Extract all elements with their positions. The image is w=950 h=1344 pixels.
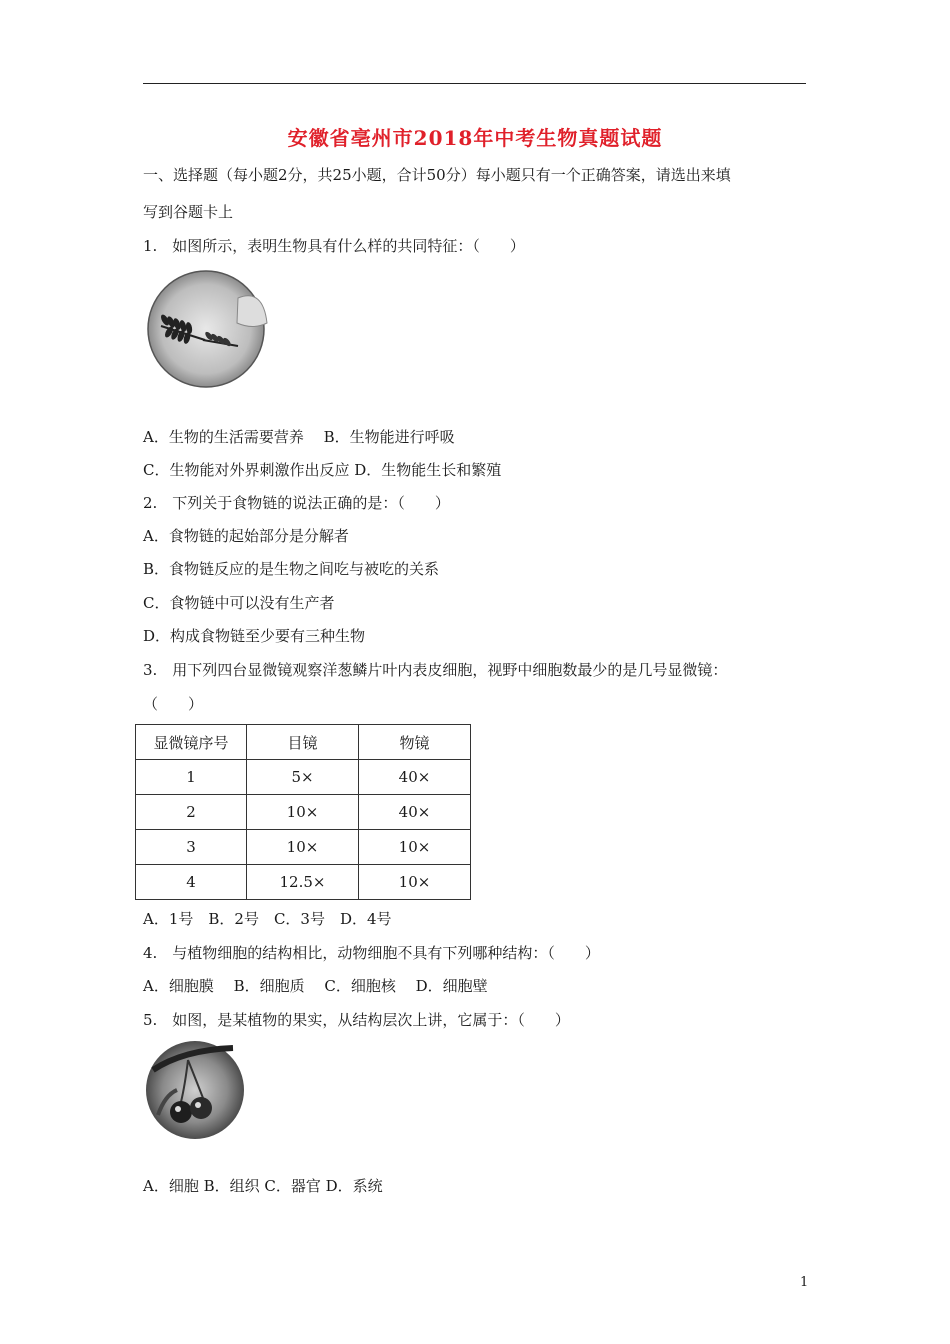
section-intro-line1: 一、选择题（每小题2分，共25小题，合计50分）每小题只有一个正确答案，请选出来填: [143, 166, 731, 184]
header-rule: [143, 83, 806, 84]
table-cell: 40×: [359, 795, 471, 830]
q2-stem: 2. 下列关于食物链的说法正确的是：（ ）: [143, 494, 450, 512]
q1-stem: 1. 如图所示，表明生物具有什么样的共同特征：（ ）: [143, 237, 525, 255]
table-header-row: [136, 725, 471, 760]
table-header-cell: 显微镜序号: [136, 725, 247, 760]
table-cell: 10×: [359, 830, 471, 865]
table-cell: 2: [136, 795, 247, 830]
table-cell: 4: [136, 865, 247, 900]
q5-stem: 5. 如图，是某植物的果实，从结构层次上讲，它属于：（ ）: [143, 1011, 570, 1029]
table-row: [136, 760, 471, 795]
q1-options-line1: A．生物的生活需要营养 B．生物能进行呼吸: [143, 428, 455, 446]
table-cell: 5×: [247, 760, 359, 795]
q3-stem: 3. 用下列四台显微镜观察洋葱鳞片叶内表皮细胞，视野中细胞数最少的是几号显微镜：: [143, 661, 728, 679]
table-header-cell: 物镜: [359, 725, 471, 760]
table-cell: 10×: [247, 830, 359, 865]
table-cell: 1: [136, 760, 247, 795]
q2-option-a: A．食物链的起始部分是分解者: [143, 527, 349, 545]
q4-options: A．细胞膜 B．细胞质 C．细胞核 D．细胞壁: [143, 977, 488, 995]
microscope-table: [135, 724, 471, 900]
table-row: [136, 795, 471, 830]
table-header-cell: 目镜: [247, 725, 359, 760]
q4-stem: 4. 与植物细胞的结构相比，动物细胞不具有下列哪种结构：（ ）: [143, 944, 600, 962]
table-row: [136, 830, 471, 865]
cherry-fruit-image: [143, 1040, 249, 1140]
q5-options: A．细胞 B．组织 C．器官 D．系统: [143, 1177, 383, 1195]
table-cell: 40×: [359, 760, 471, 795]
q2-option-b: B．食物链反应的是生物之间吃与被吃的关系: [143, 560, 440, 578]
table-cell: 12.5×: [247, 865, 359, 900]
table-cell: 10×: [359, 865, 471, 900]
q2-option-c: C．食物链中可以没有生产者: [143, 594, 335, 612]
q3-paren: （ ）: [143, 695, 204, 713]
page-number: 1: [800, 1275, 809, 1290]
table-row: [136, 865, 471, 900]
q2-option-d: D．构成食物链至少要有三种生物: [143, 627, 366, 645]
mimosa-leaf-image: [143, 268, 271, 392]
page-title: 安徽省亳州市2018年中考生物真题试题: [287, 126, 663, 150]
table-cell: 3: [136, 830, 247, 865]
q3-options: A．1号 B．2号 C．3号 D．4号: [143, 910, 392, 928]
section-intro-line2: 写到谷题卡上: [143, 203, 234, 221]
table-cell: 10×: [247, 795, 359, 830]
q1-options-line2: C．生物能对外界刺激作出反应 D．生物能生长和繁殖: [143, 461, 502, 479]
